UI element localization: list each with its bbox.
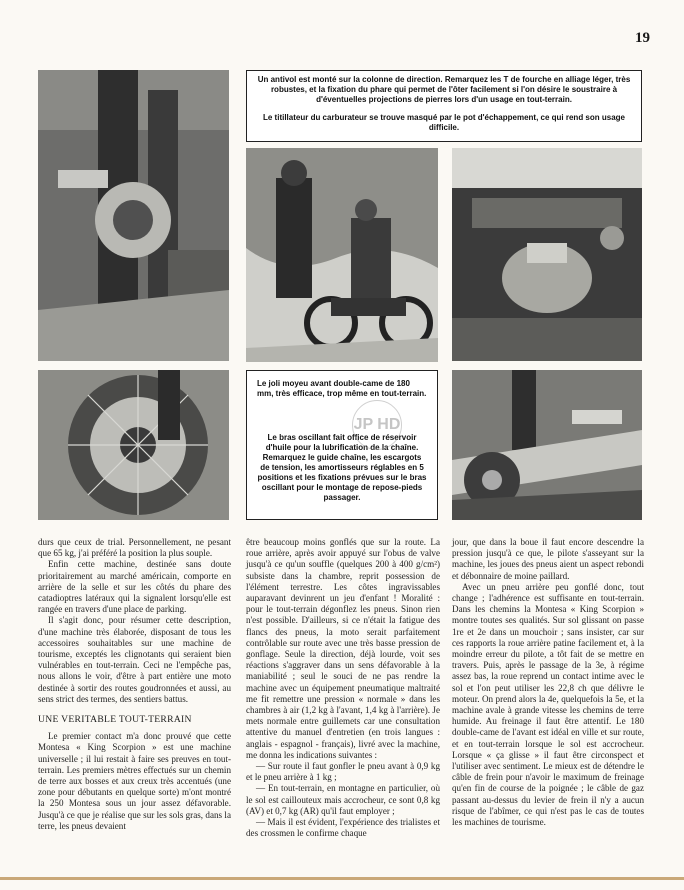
paragraph: — En tout-terrain, en montagne en particulier, où le sol est caillouteux mais accrocheur, ce sont 0,8 kg (AV) et 0,7 kg (AR) qu'il faut employer ; <box>246 783 440 816</box>
caption-box-top <box>246 70 642 142</box>
paragraph: jour, que dans la boue il faut encore descendre la pression jusqu'à ce que, le pilote s'asseyant sur la machine, les joues des pneus aient un aspect rebondi et débonnaire de moine paillard. <box>452 537 644 581</box>
article-column-2 <box>246 537 440 839</box>
article-column-3 <box>452 537 644 828</box>
caption-moyeu: Le joli moyeu avant double-came de 180 mm, très efficace, trop même en tout-terrain. <box>257 379 427 398</box>
paragraph: Il s'agit donc, pour résumer cette description, d'une machine très élaborée, disposant de tous les accessoires souhaitables sur une machine de tourisme, exceptés les clignotants qui seraient bien vulnérables en tout-terrain. Ceci ne l'empêche pas, nous allons le voir, d'être à part entière une moto destinée à sortir des routes goudronnées et aussi, au sens strict des termes, des sentiers battus. <box>38 615 231 704</box>
photo-swingarm <box>452 370 642 520</box>
caption-titillateur: Le titillateur du carburateur se trouve masqué par le pot d'échappement, ce qui rend son usage difficile. <box>263 113 625 132</box>
paragraph: durs que ceux de trial. Personnellement, ne pesant que 65 kg, j'ai préféré la position la plus souple. <box>38 537 231 559</box>
paragraph: Avec un pneu arrière peu gonflé donc, tout change ; l'adhérence est suffisante en tout-terrain. Dans les chemins la Montesa « King Scorpion » montre toutes ses qualités. Sur sol glissant on passe 1re et 2e dans un mouchoir ; sans insister, car sur ces rapports la roue arrière patine facilement et, à la moindre erreur du pilote, a tôt fait de se mettre en travers. Puis, après le passage de la 3e, à régime assez bas, la roue reprend un contact intime avec le sol et l'on peut utiliser les 22,8 ch que délivre le moteur. On prend alors la 4e, quelquefois la 5e, et la machine avale à grande vitesse les chemins de terre humide. Au freinage il faut être attentif. Le 180 double-came de l'avant est idéal en ville et sur route, et en tout-terrain lorsque le sol est accrocheur. Lorsque « ça glisse » il faut être circonspect et l'utiliser avec sentiment. Le mieux est de détendre le câble de frein pour n'avoir le maximum de freinage qu'en fin de course de la poignée ; le câble de gaz passant au-dessus du levier de frein il n'y a aucun risque de l'abîmer, ce qui n'est pas le cas de toutes les machines de tourisme. <box>452 581 644 828</box>
article-column-1 <box>38 537 231 832</box>
paragraph: — Mais il est évident, l'expérience des trialistes et des crossmen le confirme chaque <box>246 817 440 839</box>
paragraph: — Sur route il faut gonfler le pneu avant à 0,9 kg et le pneu arrière à 1 kg ; <box>246 761 440 783</box>
section-heading: UNE VERITABLE TOUT-TERRAIN <box>38 714 192 726</box>
photo-fork-headlight <box>38 70 229 361</box>
page-number: 19 <box>635 30 650 46</box>
photo-carburettor <box>452 148 642 361</box>
paragraph: Le premier contact m'a donc prouvé que cette Montesa « King Scorpion » est une machine universelle ; il lui restait à faire ses preuves en tout-terrain. Les premiers mètres effectués sur un chemin de terre aux bosses et aux creux très accentués (une zone pour débutants en quelque sorte) m'ont montré la 250 Montesa sous un jour assez défavorable. Jusqu'à ce que je réalise que sur les sols gras, dans la terre, les pneus devaient <box>38 731 231 831</box>
bottom-rule <box>0 877 684 880</box>
paragraph: être beaucoup moins gonflés que sur la route. La roue arrière, après avoir appuyé sur l'obus de valve jusqu'à ce qu'un souffle (quelques 200 à 400 g/cm²) subsiste dans la chambre, reprit possession de l'élément terrestre. Les côtes ingravissables auparavant devinrent un jeu d'enfant ! Moralité : pour le tout-terrain dégonflez les pneus. Sinon rien n'est possible. D'ailleurs, si ce n'était la fatigue des flancs des pneus, la moto serait parfaitement contrôlable sur route avec une très basse pression de gonflage. Seule la direction, déjà lourde, voit ses réactions s'aggraver dans un sens défavorable à la maniabilité ; seul le souci de ne pas rendre la machine avec un équipement pneumatique maltraité me fit remettre une pression « normale » dans les chambres à air (1,2 kg à l'avant, 1,4 kg à l'arrière). Je mets normale entre guillemets car une consultation attentive du manuel d'entretien (en trois langues : anglais - espagnol - français), livré avec la machine, me donna les indications suivantes : <box>246 537 440 760</box>
photo-rider-forest <box>246 148 438 362</box>
paragraph: Enfin cette machine, destinée sans doute prioritairement au marché américain, comporte en arrière de la selle et sur les côtés du phare des catadioptres latéraux qui la signalent lorsqu'elle est rangée en travers d'une place de parking. <box>38 559 231 615</box>
watermark-logo: JP HD <box>352 400 402 450</box>
caption-box-middle <box>246 370 438 520</box>
photo-front-hub <box>38 370 229 520</box>
caption-bras-oscillant: Le bras oscillant fait office de réservoir d'huile pour la lubrification de la chaîne. Remarquez le guide chaîne, les escargots de tension, les amortisseurs réglables en 5 positions et les fixations prévues sur le bras oscillant pour le montage de repose-pieds passager. <box>257 433 427 502</box>
caption-antivol: Un antivol est monté sur la colonne de direction. Remarquez les T de fourche en alliage léger, très robustes, et la fixation du phare qui permet de l'ôter facilement si l'on désire le soustraire à d'éventuelles projections de pierres lors d'un usage en tout-terrain. <box>257 75 631 104</box>
